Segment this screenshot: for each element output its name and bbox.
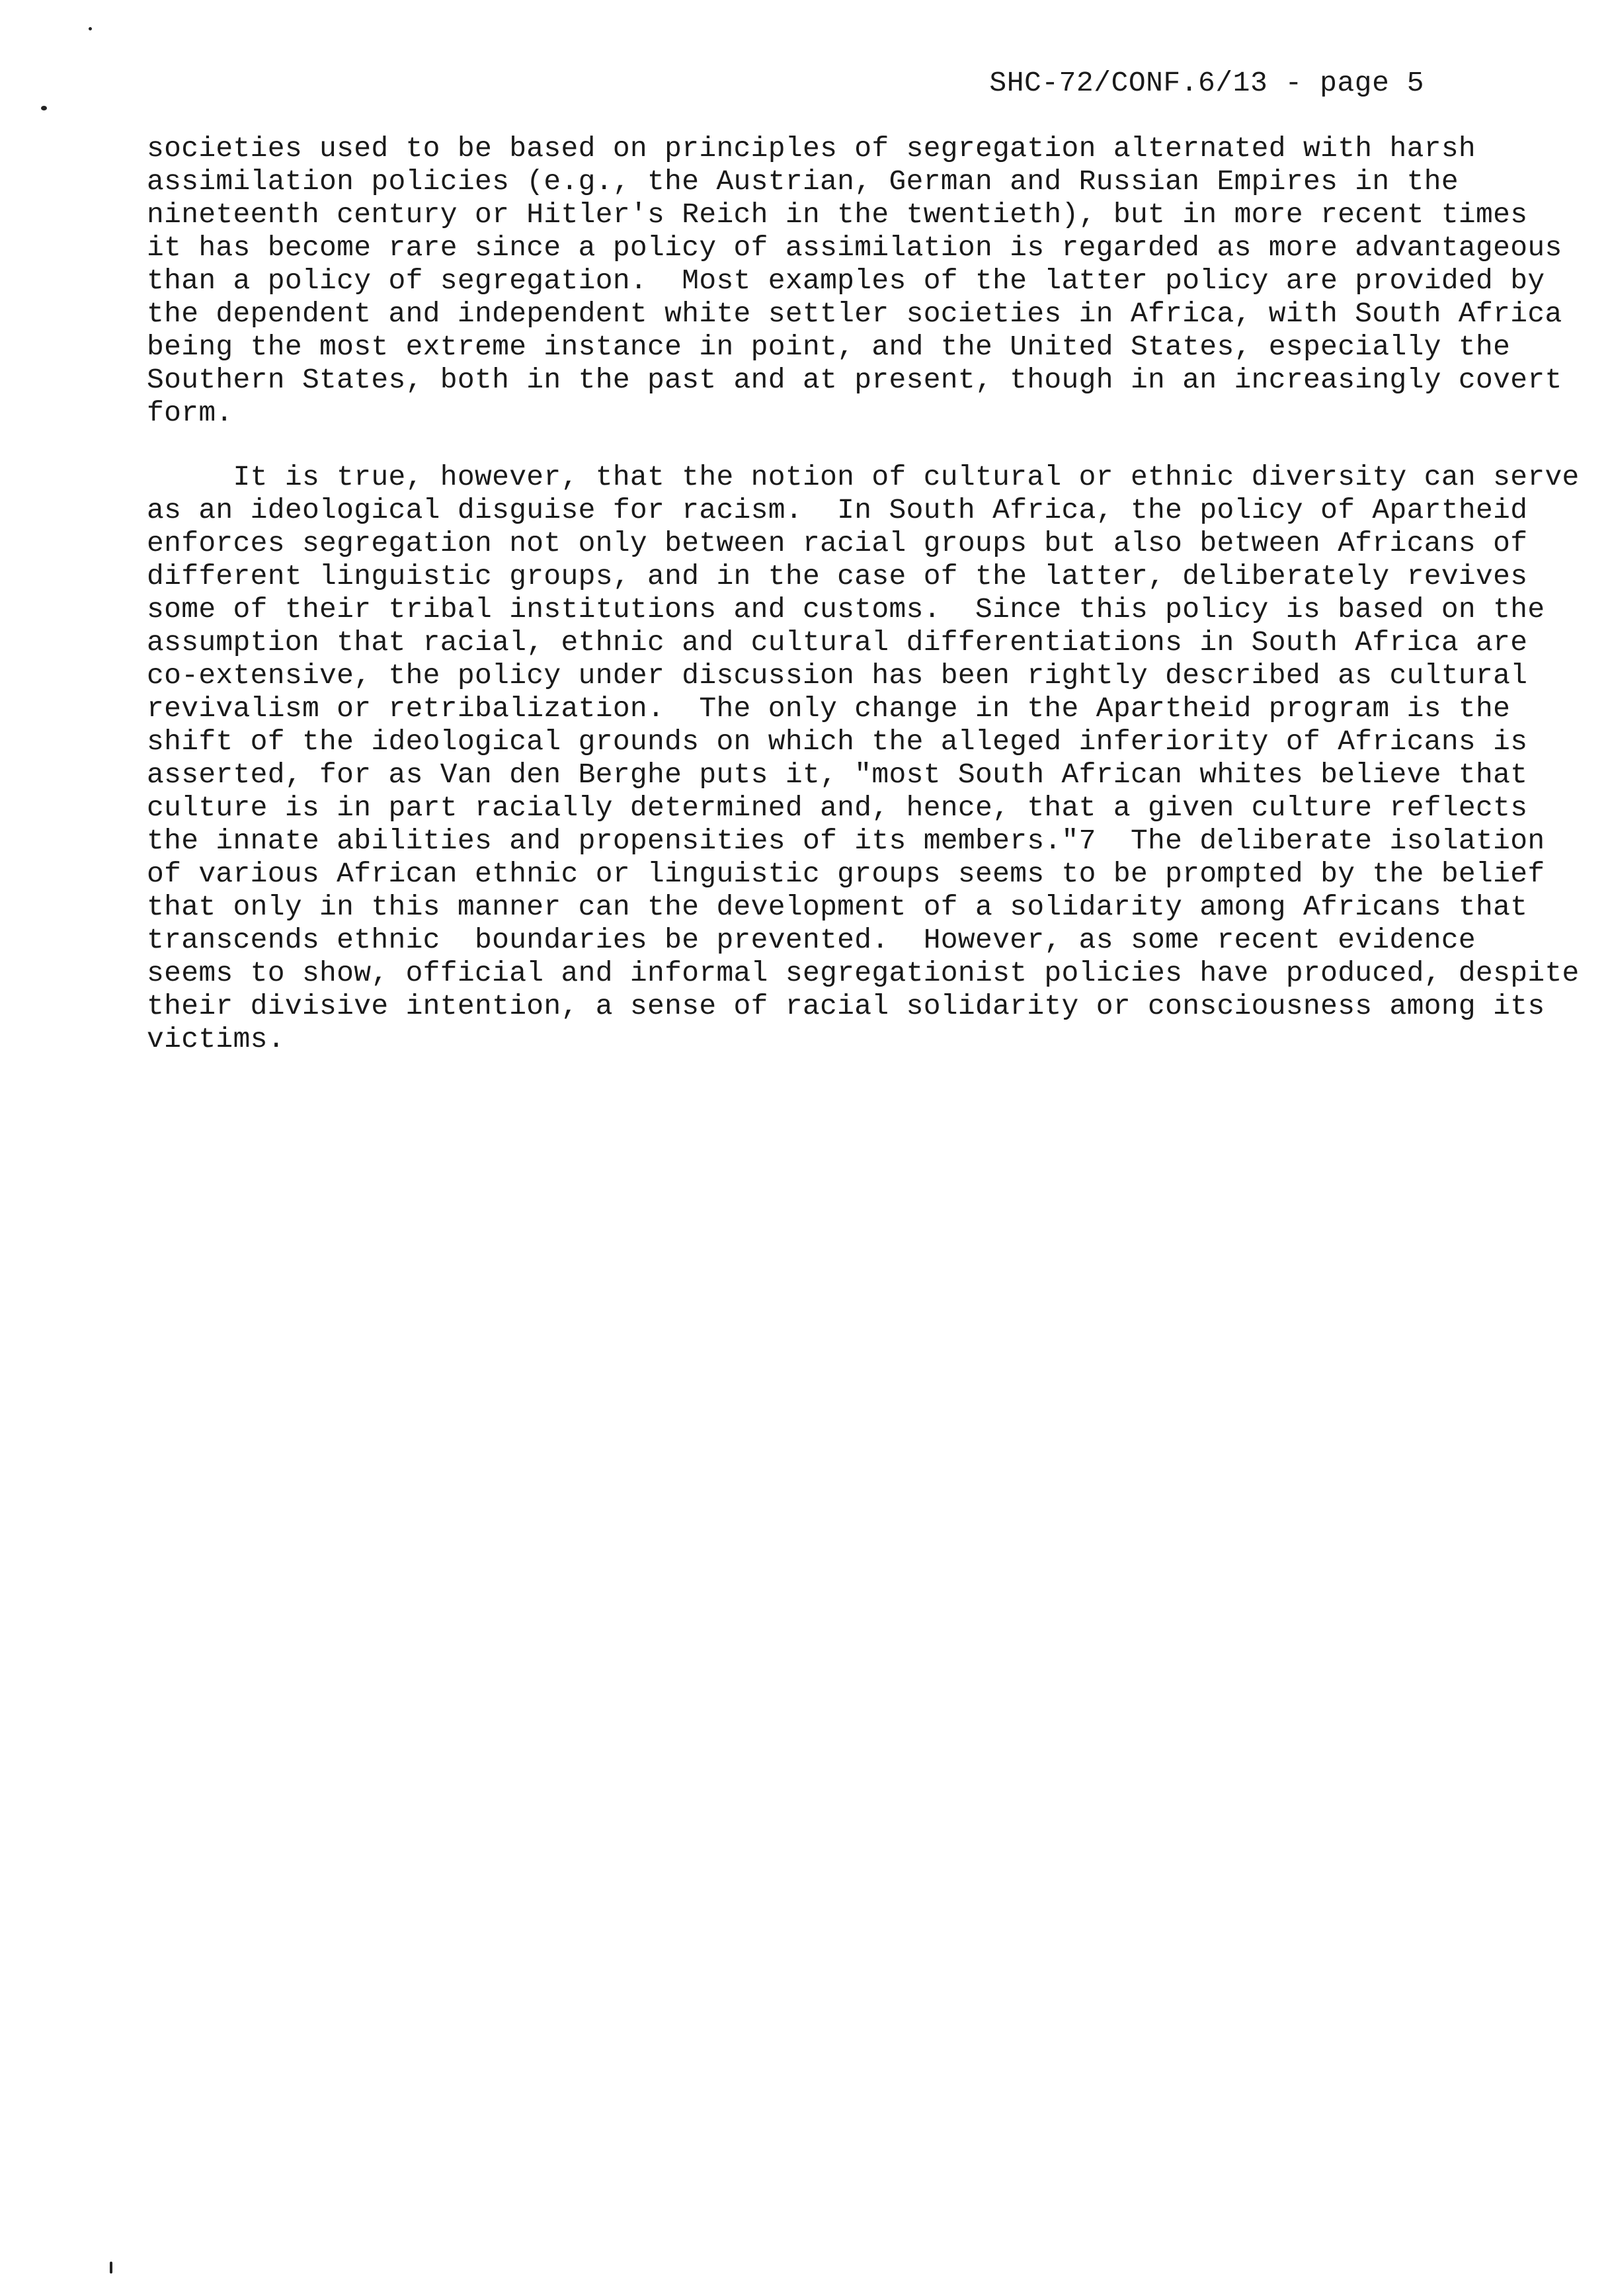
text-line: their divisive intention, a sense of racial solidarity or consciousness among its — [147, 990, 1545, 1022]
text-line: of various African ethnic or linguistic groups seems to be prompted by the belief — [147, 858, 1545, 890]
text-line: Southern States, both in the past and at present, though in an increasingly covert — [147, 364, 1562, 396]
text-line: transcends ethnic boundaries be prevented. However, as some recent evidence — [147, 924, 1476, 956]
text-line: that only in this manner can the development of a solidarity among Africans that — [147, 891, 1528, 923]
text-line: form. — [147, 397, 233, 429]
text-line: being the most extreme instance in point, and the United States, especially the — [147, 331, 1511, 363]
scan-speck — [89, 27, 92, 30]
text-line: culture is in part racially determined and, hence, that a given culture reflects — [147, 792, 1528, 824]
text-line: victims. — [147, 1023, 285, 1055]
text-line: nineteenth century or Hitler's Reich in the twentieth), but in more recent times — [147, 198, 1528, 231]
paragraph-2 — [147, 461, 1580, 1056]
text-line: the dependent and independent white settler societies in Africa, with South Africa — [147, 298, 1562, 330]
text-line: the innate abilities and propensities of its members."7 The deliberate isolation — [147, 825, 1545, 857]
text-line: it has become rare since a policy of assimilation is regarded as more advantageous — [147, 231, 1562, 264]
scan-speck — [41, 106, 47, 110]
text-line: different linguistic groups, and in the case of the latter, deliberately revives — [147, 560, 1528, 593]
text-line: revivalism or retribalization. The only change in the Apartheid program is the — [147, 692, 1511, 725]
page-reference: SHC-72/CONF.6/13 - page 5 — [989, 67, 1424, 99]
text-line: asserted, for as Van den Berghe puts it, "most South African whites believe that — [147, 758, 1528, 791]
text-line: societies used to be based on principles of segregation alternated with harsh — [147, 132, 1476, 165]
paragraph-1 — [147, 132, 1562, 430]
text-line: assumption that racial, ethnic and cultural differentiations in South Africa are — [147, 626, 1528, 659]
text-line: shift of the ideological grounds on which the alleged inferiority of Africans is — [147, 725, 1528, 758]
text-line: enforces segregation not only between racial groups but also between Africans of — [147, 527, 1528, 559]
text-line: than a policy of segregation. Most examples of the latter policy are provided by — [147, 265, 1545, 297]
text-line: as an ideological disguise for racism. In South Africa, the policy of Apartheid — [147, 494, 1528, 526]
text-line: It is true, however, that the notion of cultural or ethnic diversity can serve — [147, 461, 1580, 493]
text-line: assimilation policies (e.g., the Austrian, German and Russian Empires in the — [147, 165, 1459, 198]
text-line: seems to show, official and informal segregationist policies have produced, despite — [147, 957, 1580, 989]
scan-speck — [110, 2262, 112, 2274]
text-line: co-extensive, the policy under discussion has been rightly described as cultural — [147, 659, 1528, 692]
text-line: some of their tribal institutions and customs. Since this policy is based on the — [147, 593, 1545, 626]
